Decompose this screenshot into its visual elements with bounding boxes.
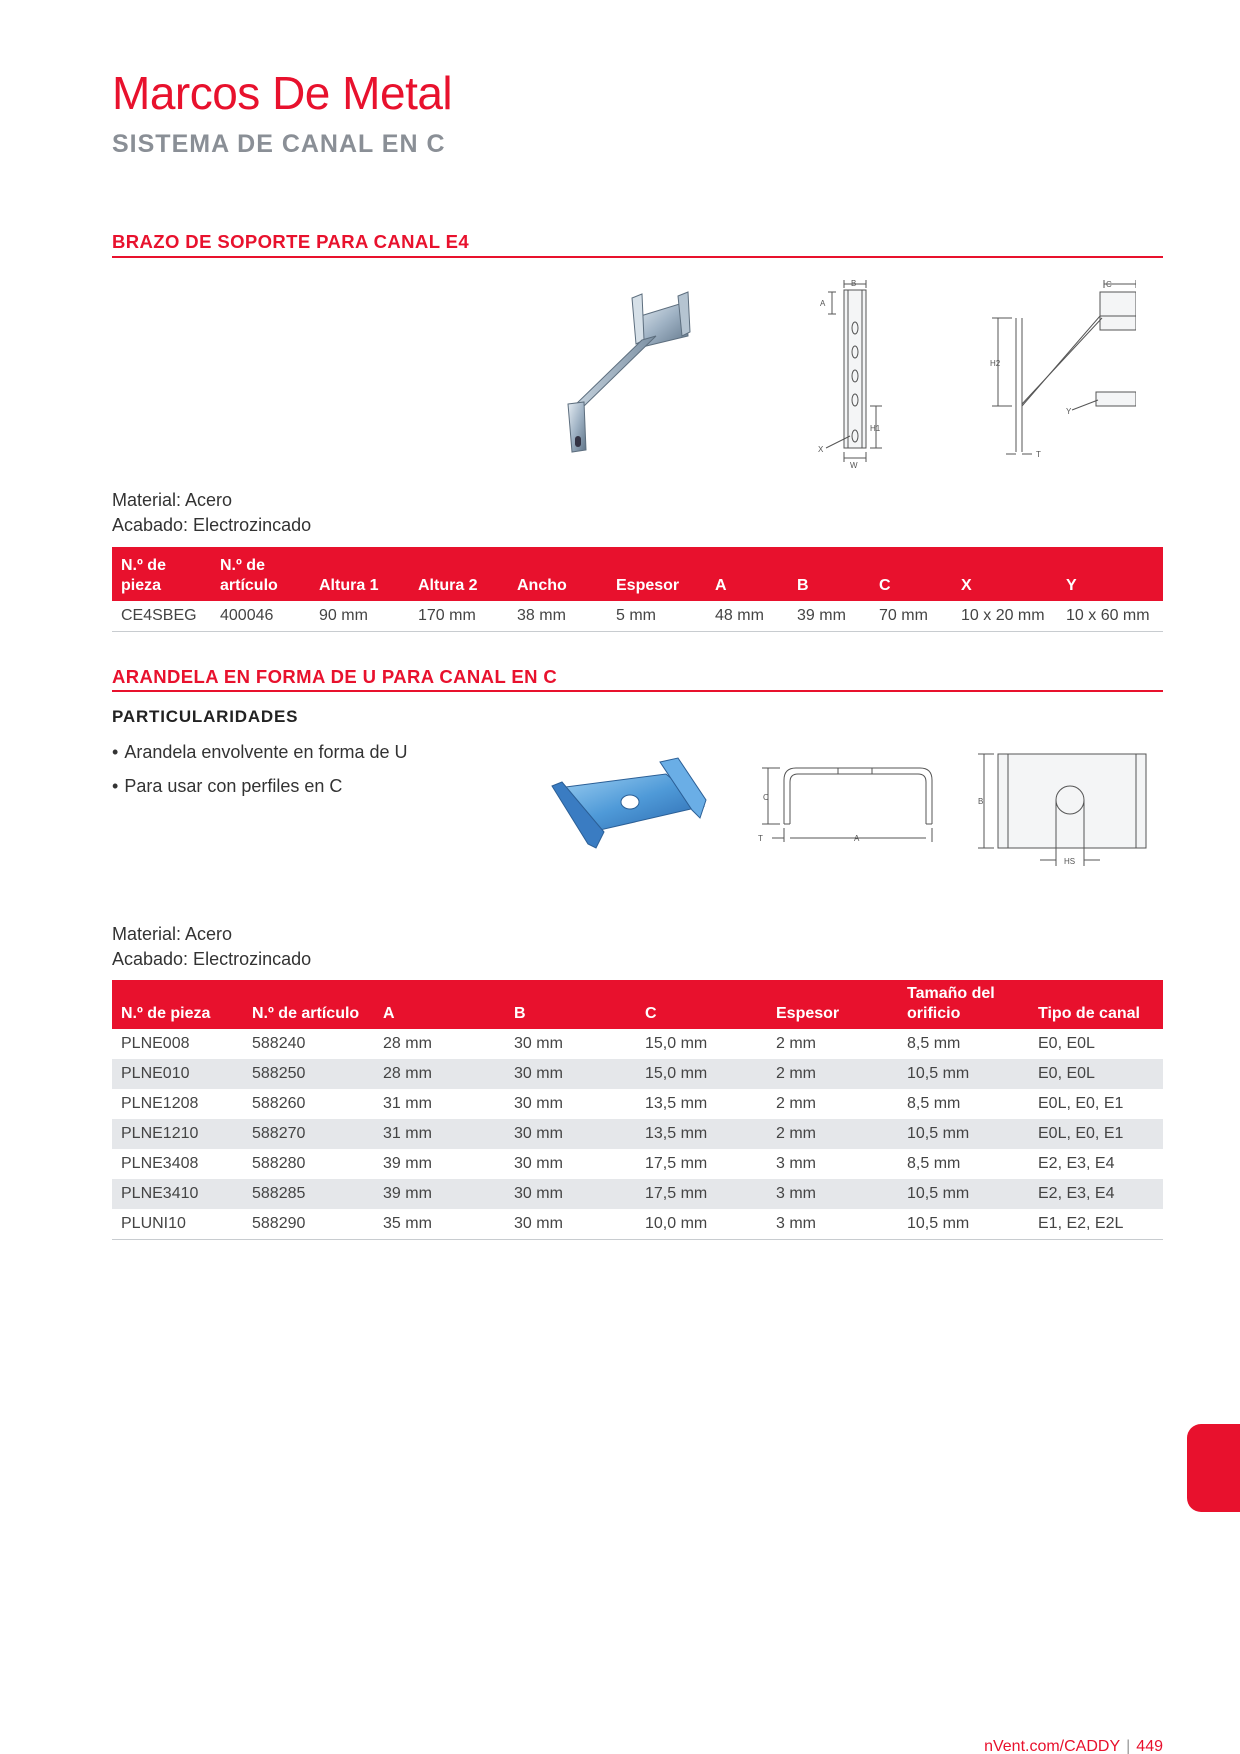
column-header: B (788, 547, 870, 601)
table-cell: 10,5 mm (898, 1059, 1029, 1089)
dim-label-c: C (1106, 280, 1112, 289)
column-header: A (706, 547, 788, 601)
dim-label-b: B (978, 797, 984, 806)
table-cell: 90 mm (310, 601, 409, 631)
dim-label-x: X (818, 445, 824, 454)
column-header: Ancho (508, 547, 607, 601)
table-cell: 31 mm (374, 1119, 505, 1149)
table-row (112, 1119, 1163, 1149)
table-cell: PLNE010 (112, 1059, 243, 1089)
dim-label-a: A (820, 299, 826, 308)
support-arm-photo (560, 290, 700, 460)
column-header: Espesor (607, 547, 706, 601)
table-cell: 39 mm (383, 1155, 432, 1172)
dim-label-w: W (850, 461, 858, 468)
dim-label-h1: H1 (870, 424, 881, 433)
dim-label-t: T (758, 834, 763, 843)
support-arm-drawing-front (810, 276, 890, 468)
footer-separator: | (1126, 1738, 1131, 1754)
table-cell: 588270 (243, 1119, 374, 1149)
table-cell: E0L, E0, E1 (1029, 1119, 1163, 1149)
table-cell: 30 mm (514, 1095, 563, 1112)
table-cell: 10,5 mm (898, 1179, 1029, 1209)
table-row (112, 601, 1163, 631)
table-cell: E2, E3, E4 (1029, 1179, 1163, 1209)
column-header: Altura 1 (310, 547, 409, 601)
material-text (112, 922, 311, 972)
table-cell: 588240 (252, 1035, 306, 1052)
page-title: Marcos De Metal (112, 67, 453, 119)
table-cell: 17,5 mm (645, 1155, 708, 1172)
table-cell: 48 mm (706, 601, 788, 631)
table-cell: PLUNI10 (112, 1209, 243, 1239)
dim-label-y: Y (1066, 407, 1072, 416)
page-number: 449 (1136, 1738, 1163, 1754)
table-cell: PLNE1210 (112, 1119, 243, 1149)
table-cell: 588290 (243, 1209, 374, 1239)
column-header: B (505, 980, 636, 1029)
table-cell: 588250 (243, 1059, 374, 1089)
table-cell: E0, E0L (1038, 1035, 1095, 1052)
footer-site-link[interactable]: nVent.com/CADDY (984, 1738, 1121, 1754)
table-cell: CE4SBEG (112, 601, 211, 631)
table-cell: 2 mm (767, 1059, 898, 1089)
material-line: Material: Acero (112, 490, 233, 510)
table-cell: 10 x 20 mm (952, 601, 1057, 631)
table-cell: 13,5 mm (636, 1119, 767, 1149)
finish-line: Acabado: Electrozincado (112, 949, 312, 969)
table-cell: 10,0 mm (636, 1209, 767, 1239)
table-cell: E0, E0L (1029, 1059, 1163, 1089)
list-item: • Arandela envolvente en forma de U (112, 740, 408, 774)
table-cell: 15,0 mm (636, 1059, 767, 1089)
table-row (112, 1029, 1163, 1059)
table-cell: E0L, E0, E1 (1038, 1095, 1124, 1112)
table-cell: 5 mm (607, 601, 706, 631)
chapter-tab (1187, 1424, 1240, 1512)
section-divider (112, 690, 1163, 692)
table-cell: 35 mm (374, 1209, 505, 1239)
table-cell: PLNE1208 (121, 1095, 199, 1112)
table-cell: E1, E2, E2L (1029, 1209, 1163, 1239)
column-header: C (636, 980, 767, 1029)
section-title-u-washer: ARANDELA EN FORMA DE U PARA CANAL EN C (112, 666, 558, 687)
table-cell: 39 mm (374, 1179, 505, 1209)
table-row (112, 1149, 1163, 1179)
dim-label-a: A (854, 834, 860, 843)
table-cell: PLNE3408 (121, 1155, 199, 1172)
u-washer-drawing-top (974, 750, 1150, 868)
features-list (112, 740, 408, 808)
table-cell: 39 mm (788, 601, 870, 631)
column-header: N.º de pieza (112, 547, 211, 601)
page-footer (984, 1738, 1163, 1754)
table-row (112, 1209, 1163, 1239)
table-cell: 30 mm (505, 1059, 636, 1089)
table-cell: 28 mm (383, 1035, 432, 1052)
dim-label-c: C (763, 793, 769, 802)
table-cell: 588285 (243, 1179, 374, 1209)
table-cell: 15,0 mm (645, 1035, 708, 1052)
table-cell: 10 x 60 mm (1057, 601, 1163, 631)
section-title-support-arm: BRAZO DE SOPORTE PARA CANAL E4 (112, 231, 470, 252)
column-header: Altura 2 (409, 547, 508, 601)
table-cell: 70 mm (870, 601, 952, 631)
u-washer-photo (548, 752, 718, 862)
table-cell: 2 mm (767, 1119, 898, 1149)
table-cell: 3 mm (776, 1155, 816, 1172)
features-heading: PARTICULARIDADES (112, 707, 299, 726)
table-row (112, 1179, 1163, 1209)
table-cell: 13,5 mm (645, 1095, 708, 1112)
table-cell: 3 mm (767, 1209, 898, 1239)
table-cell: 30 mm (514, 1155, 563, 1172)
table-cell: PLNE008 (121, 1035, 190, 1052)
support-arm-drawing-side (986, 276, 1136, 468)
material-text (112, 488, 311, 538)
dim-label-b: B (851, 279, 857, 288)
table-cell: E2, E3, E4 (1038, 1155, 1115, 1172)
column-header: N.º de artículo (243, 980, 374, 1029)
finish-line: Acabado: Electrozincado (112, 515, 312, 535)
table-cell: 30 mm (505, 1179, 636, 1209)
list-item: • Para usar con perfiles en C (112, 774, 408, 808)
material-line: Material: Acero (112, 924, 233, 944)
table-row (112, 1059, 1163, 1089)
table-cell: 10,5 mm (898, 1119, 1029, 1149)
table-cell: 170 mm (409, 601, 508, 631)
table-cell: 38 mm (508, 601, 607, 631)
table-cell: 2 mm (776, 1095, 816, 1112)
table-cell: 588280 (252, 1155, 306, 1172)
column-header: Tamaño del orificio (898, 980, 1029, 1029)
column-header: Y (1057, 547, 1163, 601)
u-washer-spec-table (112, 980, 1163, 1240)
section-divider (112, 256, 1163, 258)
table-cell: 30 mm (514, 1035, 563, 1052)
table-cell: 8,5 mm (907, 1095, 961, 1112)
table-cell: 10,5 mm (898, 1209, 1029, 1239)
support-arm-spec-table (112, 547, 1163, 632)
dim-label-hs: HS (1064, 857, 1076, 866)
column-header: X (952, 547, 1057, 601)
table-cell: 30 mm (505, 1119, 636, 1149)
column-header: A (374, 980, 505, 1029)
table-header-row (112, 980, 1163, 1029)
table-cell: 28 mm (374, 1059, 505, 1089)
page-subtitle: SISTEMA DE CANAL EN C (112, 130, 446, 158)
table-cell: 2 mm (776, 1035, 816, 1052)
dim-label-t: T (1036, 450, 1041, 459)
table-cell: 588260 (252, 1095, 306, 1112)
table-cell: 30 mm (505, 1209, 636, 1239)
dim-label-h2: H2 (990, 359, 1001, 368)
column-header: Espesor (767, 980, 898, 1029)
table-cell: 31 mm (383, 1095, 432, 1112)
table-row (112, 1089, 1163, 1119)
column-header: N.º de artículo (211, 547, 310, 601)
table-cell: 3 mm (767, 1179, 898, 1209)
table-cell: 17,5 mm (636, 1179, 767, 1209)
table-cell: 8,5 mm (907, 1155, 961, 1172)
column-header: C (870, 547, 952, 601)
table-cell: 8,5 mm (907, 1035, 961, 1052)
column-header: Tipo de canal (1029, 980, 1163, 1029)
u-washer-drawing-side (754, 762, 944, 844)
table-cell: PLNE3410 (112, 1179, 243, 1209)
column-header: N.º de pieza (112, 980, 243, 1029)
table-header-row (112, 547, 1163, 601)
table-cell: 400046 (211, 601, 310, 631)
